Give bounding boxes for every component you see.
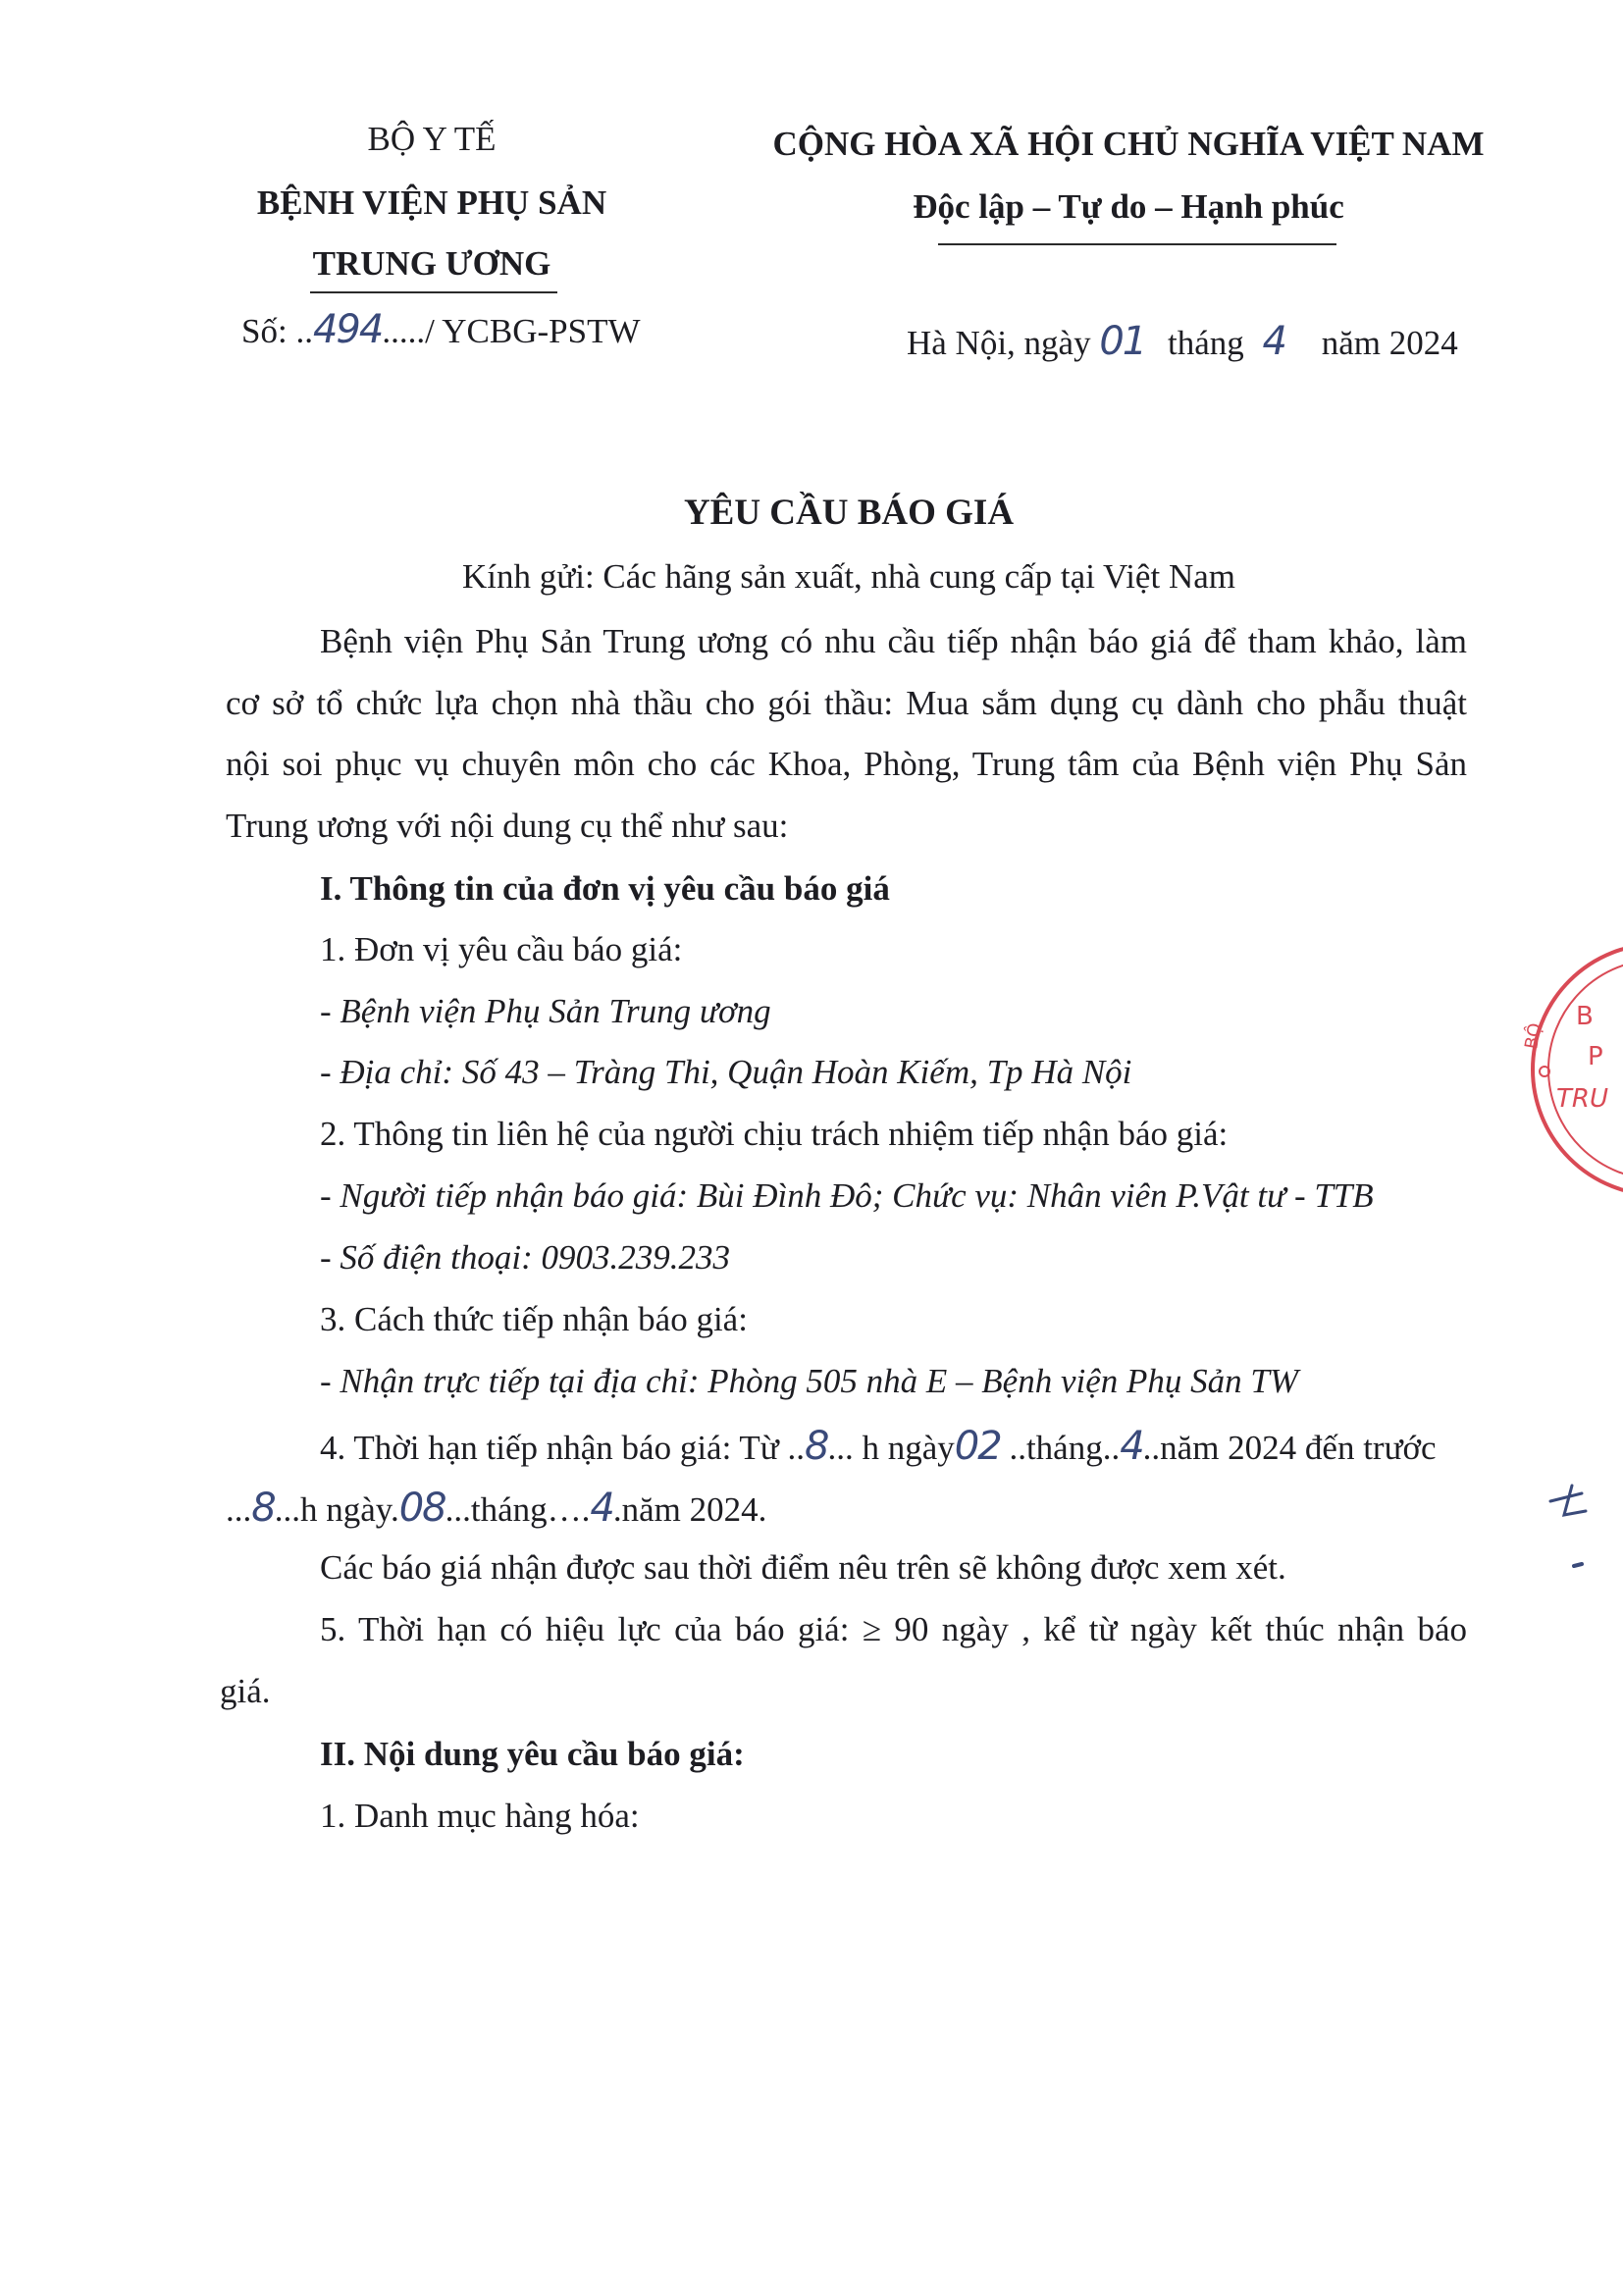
intro-line-1: Bệnh viện Phụ Sản Trung ương có nhu cầu tiếp nhận báo giá để tham khảo, làm [320, 622, 1467, 660]
issue-date [907, 319, 1458, 364]
left-header-underline [310, 291, 557, 293]
deadline-text-7: ...tháng…. [445, 1490, 591, 1529]
validity-line-1: 5. Thời hạn có hiệu lực của báo giá: ≥ 90 ngày , kể từ ngày kết thúc nhận báo [320, 1610, 1467, 1648]
deadline-text-5: ... [226, 1490, 252, 1529]
motto-underline [938, 243, 1336, 245]
document-title: YÊU CẦU BÁO GIÁ [683, 493, 1015, 533]
seal-text-p: P [1588, 1042, 1603, 1071]
deadline-text-1: 4. Thời hạn tiếp nhận báo giá: Từ .. [320, 1429, 806, 1467]
section-1-item-2-label: 2. Thông tin liên hệ của người chịu trách nhiệm tiếp nhận báo giá: [320, 1115, 1229, 1153]
seal-text-b: B [1576, 1002, 1594, 1031]
requester-address: - Địa chỉ: Số 43 – Tràng Thi, Quận Hoàn Kiếm, Tp Hà Nội [320, 1053, 1132, 1091]
deadline-start-hour: 8 [805, 1424, 828, 1469]
section-1-item-3-label: 3. Cách thức tiếp nhận báo giá: [320, 1300, 748, 1338]
date-day: 01 [1099, 319, 1146, 364]
receipt-method: - Nhận trực tiếp tại địa chỉ: Phòng 505 nhà E – Bệnh viện Phụ Sản TW [320, 1362, 1299, 1400]
seal-outer-ring [1533, 944, 1623, 1195]
deadline-segment [320, 1424, 1437, 1469]
requester-name: - Bệnh viện Phụ Sản Trung ương [320, 992, 771, 1030]
date-year: năm 2024 [1321, 324, 1458, 362]
recipient-line: Kính gửi: Các hãng sản xuất, nhà cung cấp tại Việt Nam [462, 557, 1235, 596]
receipt-deadline-line-1 [320, 1424, 1467, 1469]
date-month: 4 [1262, 319, 1285, 364]
section-2-item-1-label: 1. Danh mục hàng hóa: [320, 1797, 640, 1835]
number-suffix: ...../ YCBG-PSTW [382, 312, 641, 350]
margin-mark-stroke [1550, 1486, 1586, 1515]
deadline-end-day: 08 [398, 1486, 445, 1531]
deadline-start-day: 02 [954, 1424, 1001, 1469]
official-seal-stamp [1501, 932, 1623, 1207]
deadline-end-hour: 8 [251, 1486, 275, 1531]
intro-line-4: Trung ương với nội dung cụ thể như sau: [226, 807, 789, 845]
late-quote-note: Các báo giá nhận được sau thời điểm nêu trên sẽ không được xem xét. [320, 1548, 1286, 1587]
intro-line-3: nội soi phục vụ chuyên môn cho các Khoa, Phòng, Trung tâm của Bệnh viện Phụ Sản [226, 745, 1467, 783]
contact-phone: - Số điện thoại: 0903.239.233 [320, 1238, 731, 1277]
deadline-text-3: ..tháng.. [1000, 1429, 1121, 1467]
deadline-text-6: ...h ngày. [274, 1490, 399, 1529]
deadline-text-8: .năm 2024. [612, 1490, 767, 1529]
seal-text-tru: TRU [1556, 1084, 1608, 1114]
deadline-start-month: 4 [1120, 1424, 1143, 1469]
nation-name: CỘNG HÒA XÃ HỘI CHỦ NGHĨA VIỆT NAM [772, 125, 1485, 163]
receipt-deadline-line-2 [226, 1486, 766, 1531]
deadline-text-4: ..năm 2024 đến trước [1142, 1429, 1437, 1467]
validity-line-2: giá. [220, 1672, 271, 1710]
national-motto: Độc lập – Tự do – Hạnh phúc [913, 187, 1344, 226]
seal-text-bo: BỘ [1521, 1021, 1546, 1051]
hospital-name-line2: TRUNG ƯƠNG [312, 244, 551, 283]
contact-person: - Người tiếp nhận báo giá: Bùi Đình Đô; Chức vụ: Nhân viên P.Vật tư - TTB [320, 1176, 1374, 1215]
number-dots: .. [295, 312, 313, 350]
deadline-end-month: 4 [590, 1486, 613, 1531]
number-handwritten: 494 [312, 307, 383, 352]
deadline-text-2: ... h ngày [827, 1429, 955, 1467]
ministry-name: BỘ Y TẾ [367, 120, 497, 158]
margin-handwritten-mark [1543, 1472, 1601, 1580]
date-prefix: Hà Nội, ngày [907, 324, 1091, 362]
intro-line-2: cơ sở tổ chức lựa chọn nhà thầu cho gói thầu: Mua sắm dụng cụ dành cho phẫu thuật [226, 684, 1467, 722]
section-2-heading: II. Nội dung yêu cầu báo giá: [320, 1735, 745, 1773]
section-1-heading: I. Thông tin của đơn vị yêu cầu báo giá [320, 869, 890, 908]
document-number [241, 307, 640, 352]
number-label: Số: [241, 312, 288, 350]
margin-mark-dot [1574, 1564, 1582, 1566]
section-1-item-1-label: 1. Đơn vị yêu cầu báo giá: [320, 930, 683, 968]
hospital-name-line1: BỆNH VIỆN PHỤ SẢN [256, 183, 607, 222]
date-month-label: tháng [1168, 324, 1244, 362]
